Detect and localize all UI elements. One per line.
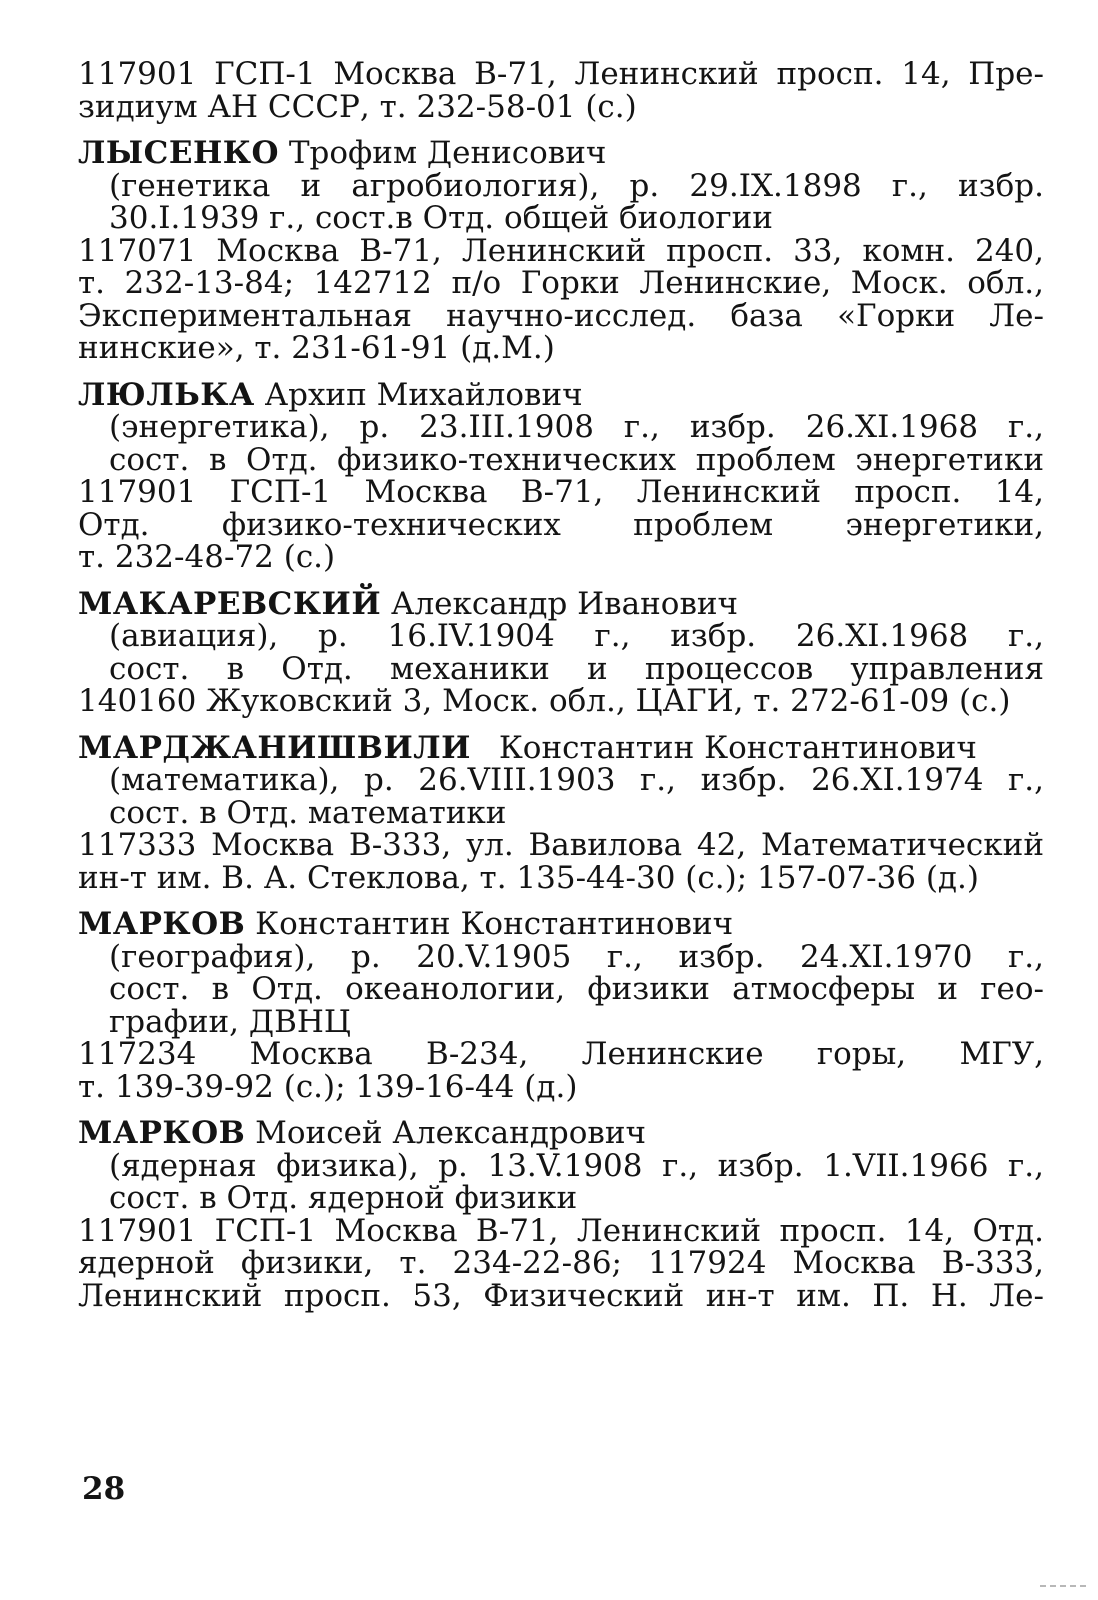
entry-given-name: Константин Константинович bbox=[255, 906, 734, 942]
address-line: 117234 Москва В-234, Ленинские горы, МГУ, bbox=[78, 1036, 1044, 1072]
bio-line: (география), р. 20.V.1905 г., избр. 24.XI.1970 г., bbox=[109, 938, 1044, 975]
entry-heading bbox=[78, 376, 1044, 413]
bio-line: 30.I.1939 г., сост.в Отд. общей биологии bbox=[109, 200, 773, 236]
bio-line: сост. в Отд. физико-технических проблем энергетики bbox=[109, 441, 1044, 478]
entry-markov-moisey bbox=[78, 1117, 1044, 1312]
address-line: ядерной физики, т. 234-22-86; 117924 Москва В-333, bbox=[78, 1245, 1044, 1281]
entry-given-name: Константин Константинович bbox=[498, 729, 977, 766]
bio-line: (генетика и агробиология), р. 29.IX.1898 г., избр. bbox=[109, 167, 1044, 204]
entry-heading bbox=[78, 585, 1044, 622]
entry-mardzhanishvili bbox=[78, 729, 1044, 896]
entry-makarevsky bbox=[78, 585, 1044, 719]
bio-line: (ядерная физика), р. 13.V.1908 г., избр. 1.VII.1966 г., bbox=[109, 1147, 1044, 1184]
bio-line: сост. в Отд. механики и процессов управления bbox=[109, 650, 1044, 687]
address-line: Отд. физико-технических проблем энергетики, bbox=[78, 506, 1044, 543]
bio-line: (энергетика), р. 23.III.1908 г., избр. 26.XI.1968 г., bbox=[109, 409, 1044, 445]
entry-surname: МАРДЖАНИШВИЛИ bbox=[78, 729, 471, 766]
address-line: 117333 Москва В-333, ул. Вавилова 42, Математический bbox=[78, 827, 1044, 863]
entry-lysenko bbox=[78, 137, 1044, 365]
bio-line: сост. в Отд. океанологии, физики атмосферы и гео- bbox=[109, 971, 1044, 1007]
address-line: 117901 ГСП-1 Москва В-71, Ленинский просп. 14, Пре- bbox=[78, 56, 1044, 92]
address-line: т. 139-39-92 (с.); 139-16-44 (д.) bbox=[78, 1068, 578, 1105]
bio-line: сост. в Отд. ядерной физики bbox=[109, 1180, 578, 1216]
address-line: т. 232-13-84; 142712 п/о Горки Ленинские, Моск. обл., bbox=[78, 265, 1044, 301]
page-number: 28 bbox=[82, 1471, 126, 1507]
entry-heading bbox=[78, 729, 1044, 766]
entry-given-name: Александр Иванович bbox=[390, 585, 739, 622]
address-line: т. 232-48-72 (с.) bbox=[78, 539, 336, 575]
address-line: 117071 Москва В-71, Ленинский просп. 33, комн. 240, bbox=[78, 232, 1044, 269]
bio-line: сост. в Отд. математики bbox=[109, 794, 507, 831]
bio-line: (авиация), р. 16.IV.1904 г., избр. 26.XI.1968 г., bbox=[109, 618, 1044, 654]
address-line: 117901 ГСП-1 Москва В-71, Ленинский просп. 14, Отд. bbox=[78, 1212, 1044, 1249]
address-line: 117901 ГСП-1 Москва В-71, Ленинский просп. 14, bbox=[78, 474, 1044, 510]
scan-artifact-mark bbox=[1040, 1585, 1086, 1591]
address-line: ин-т им. В. А. Стеклова, т. 135-44-30 (с.); 157-07-36 (д.) bbox=[78, 859, 979, 896]
entry-surname: ЛЫСЕНКО bbox=[78, 135, 279, 171]
entry-lyulka bbox=[78, 376, 1044, 575]
entry-heading bbox=[78, 1117, 1044, 1150]
bio-line: (математика), р. 26.VIII.1903 г., избр. 26.XI.1974 г., bbox=[109, 762, 1044, 798]
entry-surname: МАКАРЕВСКИЙ bbox=[78, 585, 382, 622]
address-line: Экспериментальная научно-исслед. база «Горки Ле- bbox=[78, 297, 1044, 334]
address-line: зидиум АН СССР, т. 232-58-01 (с.) bbox=[78, 88, 637, 125]
directory-page bbox=[78, 58, 1044, 1312]
entry-surname: ЛЮЛЬКА bbox=[78, 376, 255, 413]
entry-given-name: Трофим Денисович bbox=[288, 135, 607, 171]
entry-continuation bbox=[78, 58, 1044, 123]
entry-given-name: Моисей Александрович bbox=[255, 1115, 647, 1151]
address-line: Ленинский просп. 53, Физический ин-т им. П. Н. Ле- bbox=[78, 1277, 1044, 1314]
entry-heading bbox=[78, 137, 1044, 170]
entry-surname: МАРКОВ bbox=[78, 906, 246, 942]
entry-given-name: Архип Михайлович bbox=[264, 376, 583, 413]
bio-line: графии, ДВНЦ bbox=[109, 1003, 351, 1040]
address-line: нинские», т. 231-61-91 (д.М.) bbox=[78, 330, 555, 366]
entry-heading bbox=[78, 908, 1044, 941]
entry-surname: МАРКОВ bbox=[78, 1115, 246, 1151]
entry-markov-konstantin bbox=[78, 908, 1044, 1103]
address-line: 140160 Жуковский 3, Моск. обл., ЦАГИ, т. 272-61-09 (с.) bbox=[78, 683, 1011, 719]
